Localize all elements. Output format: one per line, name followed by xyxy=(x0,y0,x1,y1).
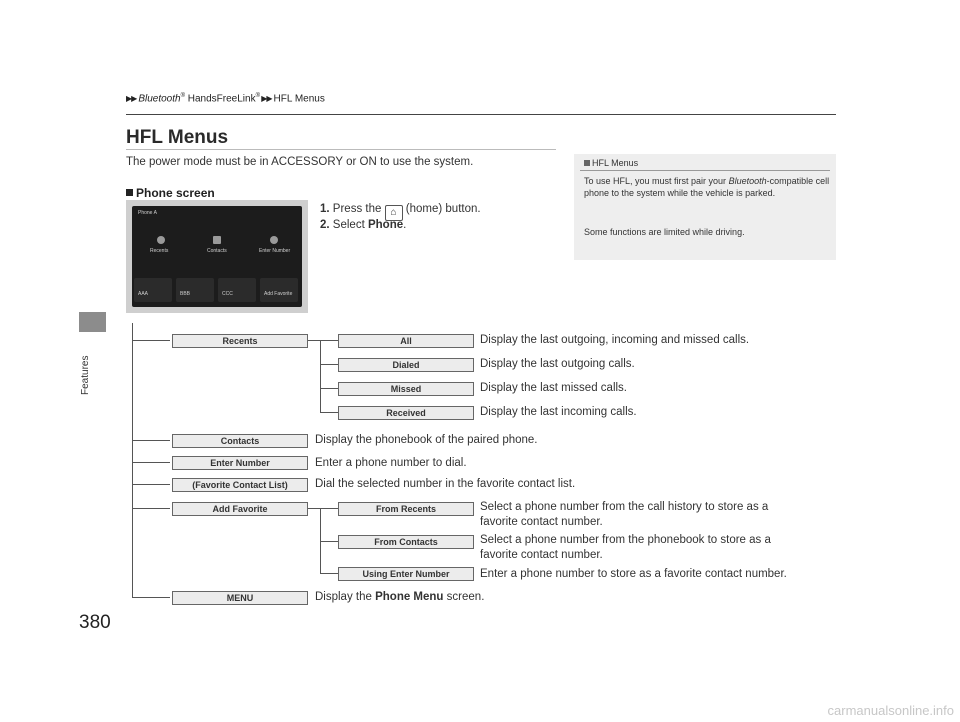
received-box: Received xyxy=(338,406,474,420)
contacts-box: Contacts xyxy=(172,434,308,448)
menu-box: MENU xyxy=(172,591,308,605)
step-1: 1. Press the ⌂ (home) button. xyxy=(320,203,481,221)
using-enter-number-desc: Enter a phone number to store as a favorite contact number. xyxy=(480,568,787,580)
note-paragraph-2: Some functions are limited while driving. xyxy=(584,227,745,237)
received-desc: Display the last incoming calls. xyxy=(480,406,637,418)
watermark: carmanualsonline.info xyxy=(827,703,954,718)
tree-branch xyxy=(132,462,170,463)
breadcrumb-arrow-icon: ▶▶ xyxy=(126,94,137,104)
clock-icon xyxy=(157,236,165,244)
add-favorite-box: Add Favorite xyxy=(172,502,308,516)
breadcrumb-arrow-icon: ▶▶ xyxy=(260,94,272,104)
tree-branch xyxy=(320,412,338,413)
enter-number-desc: Enter a phone number to dial. xyxy=(315,457,467,469)
missed-box: Missed xyxy=(338,382,474,396)
screen-item: Enter Number xyxy=(259,248,291,254)
subheading: Phone screen xyxy=(126,186,215,200)
breadcrumb-bluetooth: Bluetooth xyxy=(138,93,181,105)
favorite-tile xyxy=(260,278,298,302)
screen-title: Phone A xyxy=(138,210,157,216)
favorite-label: BBB xyxy=(180,291,191,297)
square-bullet-icon xyxy=(126,189,133,196)
screen-item: Contacts xyxy=(207,248,227,254)
from-recents-desc: Select a phone number from the call history to store as a favorite contact number. xyxy=(480,501,769,528)
missed-desc: Display the last missed calls. xyxy=(480,382,627,394)
using-enter-number-box: Using Enter Number xyxy=(338,567,474,581)
section-tab xyxy=(79,312,106,332)
favorite-label: CCC xyxy=(222,291,233,297)
enter-number-box: Enter Number xyxy=(172,456,308,470)
favorite-list-box: (Favorite Contact List) xyxy=(172,478,308,492)
home-icon: ⌂ xyxy=(385,205,403,221)
breadcrumb-current: HFL Menus xyxy=(273,93,325,105)
all-desc: Display the last outgoing, incoming and missed calls. xyxy=(480,334,750,346)
favorite-label: Add Favorite xyxy=(264,291,293,297)
tree-branch xyxy=(132,597,170,598)
from-recents-box: From Recents xyxy=(338,502,474,516)
contacts-desc: Display the phonebook of the paired phone. xyxy=(315,434,538,446)
menu-desc: Display the Phone Menu screen. xyxy=(315,591,485,603)
note-icon xyxy=(584,160,590,166)
tree-branch xyxy=(132,340,170,341)
tree-branch xyxy=(132,484,170,485)
header-rule xyxy=(126,114,836,115)
page-number: 380 xyxy=(79,612,111,633)
tree-trunk xyxy=(132,323,133,598)
favorite-list-desc: Dial the selected number in the favorite contact list. xyxy=(315,478,576,490)
phone-screen-image xyxy=(126,200,308,313)
dialed-desc: Display the last outgoing calls. xyxy=(480,358,635,370)
tree-branch xyxy=(308,340,338,341)
registered-mark: ® xyxy=(180,93,185,99)
screen-item: Recents xyxy=(150,248,169,254)
section-tab-label: Features xyxy=(80,355,91,395)
tree-branch xyxy=(132,440,170,441)
note-box xyxy=(574,154,836,260)
recents-box: Recents xyxy=(172,334,308,348)
tree-branch xyxy=(320,573,338,574)
tree-branch xyxy=(308,508,338,509)
all-box: All xyxy=(338,334,474,348)
favorite-tile xyxy=(176,278,214,302)
contacts-icon xyxy=(213,236,221,244)
from-contacts-box: From Contacts xyxy=(338,535,474,549)
note-rule xyxy=(580,170,830,171)
registered-mark: ® xyxy=(255,93,261,99)
step-2: 2. Select Phone. xyxy=(320,219,407,231)
title-rule xyxy=(126,149,556,150)
breadcrumb-hfl: HandsFreeLink xyxy=(185,93,256,105)
intro-text: The power mode must be in ACCESSORY or ON to use the system. xyxy=(126,156,474,168)
favorite-tile xyxy=(218,278,256,302)
page-title: HFL Menus xyxy=(126,127,229,148)
tree-branch xyxy=(320,541,338,542)
from-contacts-desc: Select a phone number from the phonebook to store as a favorite contact number. xyxy=(480,534,771,561)
tree-branch xyxy=(132,508,170,509)
tree-branch xyxy=(320,364,338,365)
tree-branch xyxy=(320,388,338,389)
note-paragraph-1: To use HFL, you must first pair your Bluetooth-compatible cell phone to the system while the vehicle is parked. xyxy=(584,176,830,198)
favorite-tile xyxy=(134,278,172,302)
dialpad-icon xyxy=(270,236,278,244)
breadcrumb xyxy=(126,93,325,104)
dialed-box: Dialed xyxy=(338,358,474,372)
note-title: HFL Menus xyxy=(584,158,638,168)
tree-subtrunk xyxy=(320,340,321,412)
favorite-label: AAA xyxy=(138,291,149,297)
